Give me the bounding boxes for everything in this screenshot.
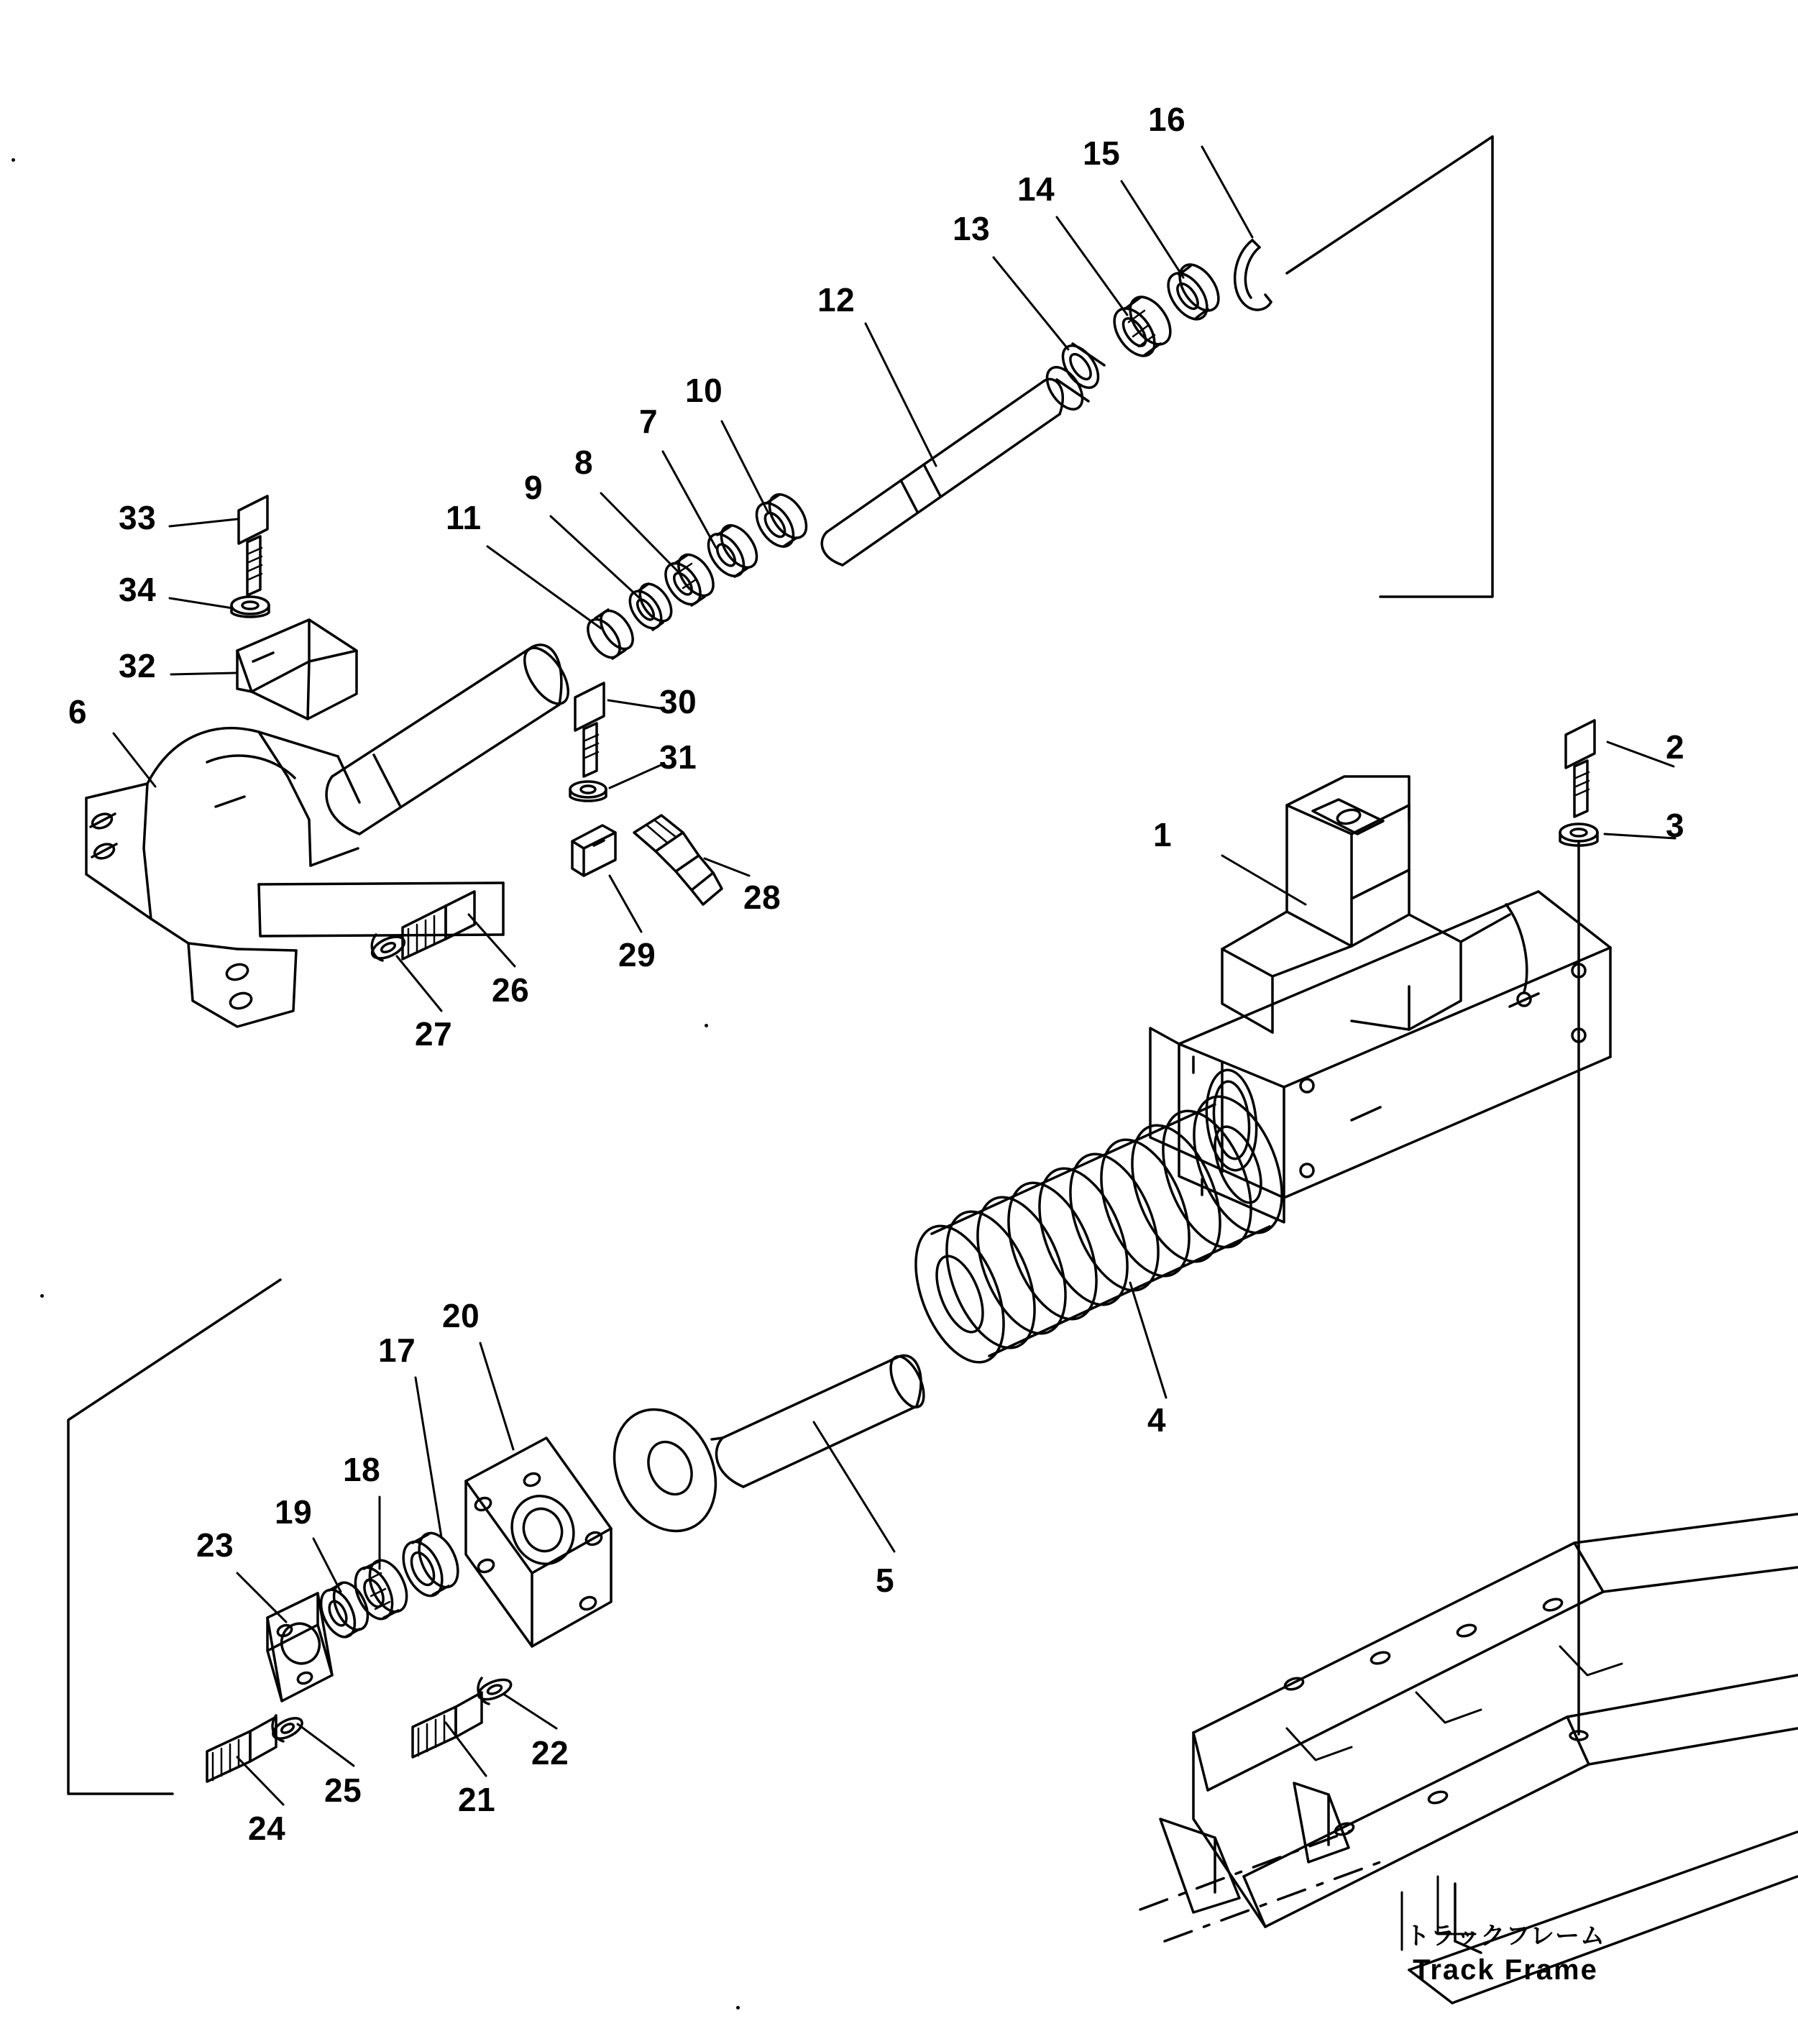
callout-1: 1 (1153, 816, 1173, 853)
part-22-washer (476, 1676, 514, 1704)
page-speck (40, 1294, 44, 1298)
part-33-bolt (239, 496, 267, 595)
part-15-washer (1160, 257, 1226, 326)
part-31-washer (570, 782, 606, 801)
section-frame-bottom-left (68, 1280, 280, 1794)
callout-9: 9 (524, 469, 543, 506)
callout-34: 34 (119, 571, 157, 608)
part-13-collar (1040, 339, 1106, 416)
callout-26: 26 (492, 971, 530, 1009)
callout-7: 7 (639, 403, 659, 440)
part-2-bolt (1566, 720, 1595, 817)
callout-20: 20 (442, 1297, 480, 1334)
track-frame-caption (1405, 1921, 1605, 1988)
part-34-washer (231, 597, 269, 617)
part-5-piston-rod (595, 1352, 930, 1548)
part-29-retainer (572, 825, 615, 876)
callout-23: 23 (196, 1526, 234, 1564)
callout-22: 22 (531, 1734, 569, 1772)
part-11-collar (582, 605, 639, 664)
part-26-bolt (403, 892, 474, 959)
part-30-bolt (575, 683, 604, 776)
part-1-support-casting (1222, 776, 1510, 1032)
callout-30: 30 (659, 683, 697, 720)
callout-15: 15 (1083, 134, 1121, 172)
callout-32: 32 (119, 647, 157, 684)
page-speck (736, 2006, 740, 2009)
part-12-shaft (822, 379, 1063, 565)
callout-5: 5 (876, 1562, 895, 1599)
callout-29: 29 (618, 936, 656, 973)
part-24-bolt (207, 1717, 276, 1782)
part-6-tube (326, 641, 577, 834)
callout-14: 14 (1017, 170, 1055, 208)
callout-16: 16 (1148, 101, 1186, 138)
callout-11: 11 (446, 499, 482, 536)
callout-6: 6 (68, 693, 88, 730)
callout-21: 21 (458, 1781, 496, 1818)
callout-24: 24 (248, 1810, 286, 1847)
callout-10: 10 (685, 372, 723, 409)
section-frame-top-right (1287, 137, 1492, 597)
callout-13: 13 (953, 210, 991, 247)
callout-3: 3 (1666, 807, 1685, 844)
track-frame-caption-en: Track Frame (1413, 1953, 1598, 1986)
part-4-recoil-spring (898, 1084, 1299, 1375)
callout-27: 27 (415, 1015, 453, 1053)
callout-17: 17 (378, 1332, 416, 1369)
part-10-collar (749, 488, 814, 554)
callout-31: 31 (659, 738, 697, 776)
part-32-clamp (237, 620, 357, 719)
callout-4: 4 (1147, 1401, 1167, 1439)
page-speck (12, 158, 15, 162)
callout-25: 25 (324, 1772, 362, 1809)
callout-2: 2 (1666, 728, 1685, 766)
leader-lines (114, 147, 1675, 1950)
callout-19: 19 (275, 1493, 313, 1531)
callout-12: 12 (817, 281, 856, 318)
part-20-cover-plate (466, 1438, 611, 1646)
part-25-washer (270, 1714, 305, 1743)
callout-33: 33 (119, 499, 157, 536)
part-16-snap-ring (1235, 240, 1271, 310)
page-speck (705, 1024, 708, 1027)
callout-28: 28 (743, 879, 781, 916)
callout-18: 18 (343, 1451, 381, 1488)
track-frame-caption-jp: トラックフレーム (1405, 1922, 1605, 1950)
part-1-housing (1150, 892, 1610, 1222)
part-6-yoke-bracket (86, 728, 503, 1027)
callout-8: 8 (574, 444, 594, 481)
